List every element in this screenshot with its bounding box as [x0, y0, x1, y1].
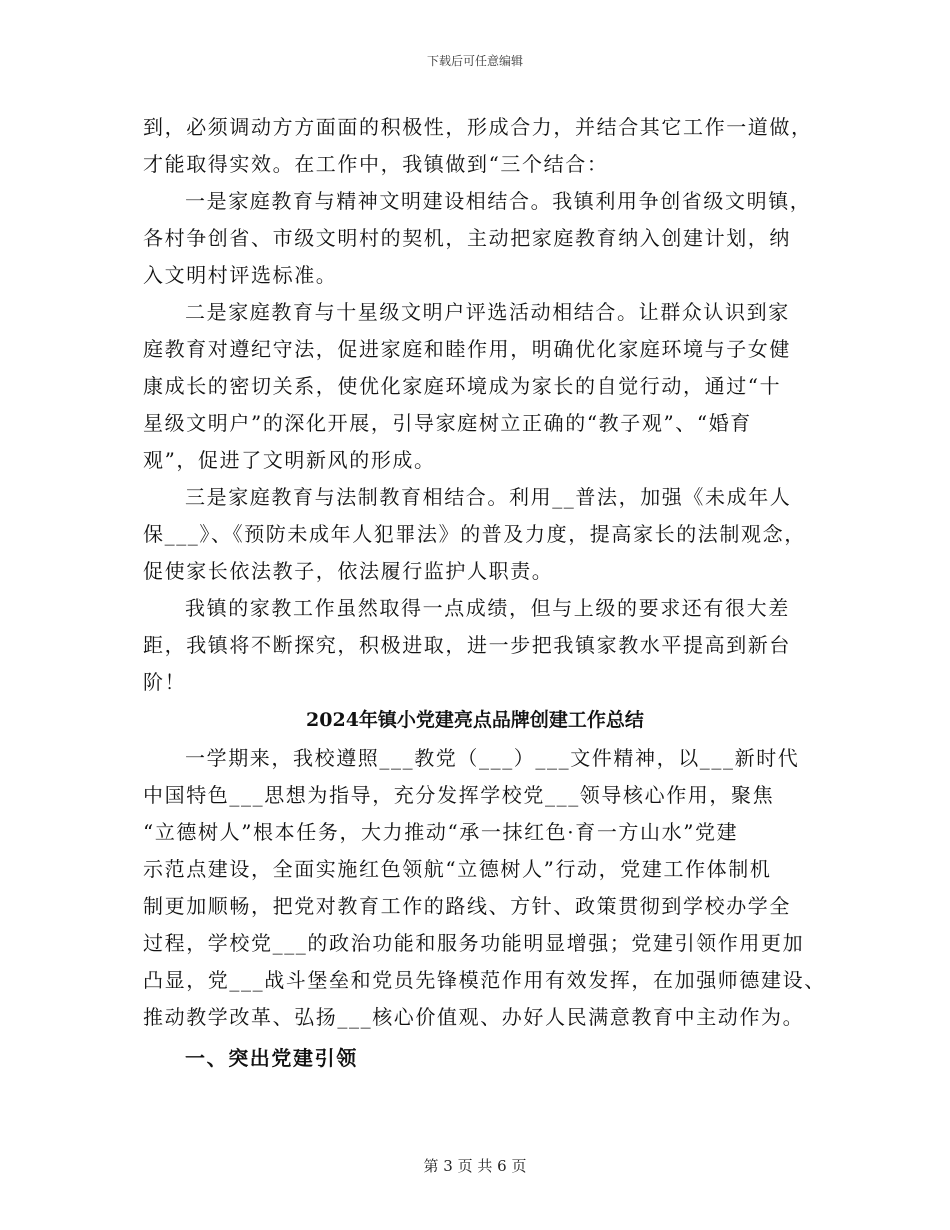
paragraph-start-line: 二是家庭教育与十星级文明户评选活动相结合。让群众认识到家	[185, 300, 790, 324]
body-line: 到，必须调动方方面面的积极性，形成合力，并结合其它工作一道做，	[143, 115, 813, 139]
body-line: 示范点建设，全面实施红色领航“立德树人”行动，党建工作体制机	[143, 857, 772, 881]
body-line: 入文明村评选标准。	[143, 263, 338, 287]
body-line: 康成长的密切关系，使优化家庭环境成为家长的自觉行动，通过“十	[143, 374, 782, 398]
body-line: 推动教学改革、弘扬___核心价值观、办好人民满意教育中主动作为。	[143, 1005, 805, 1029]
body-line: 各村争创省、市级文明村的契机，主动把家庭教育纳入创建计划，纳	[143, 226, 791, 250]
paragraph-start-line: 三是家庭教育与法制教育相结合。利用__普法，加强《未成年人	[185, 485, 792, 509]
body-line: 庭教育对遵纪守法，促进家庭和睦作用，明确优化家庭环境与子女健	[143, 337, 791, 361]
section-heading: 一、突出党建引领	[185, 1046, 358, 1070]
body-line: 阶！	[143, 670, 187, 694]
body-line: 凸显，党___战斗堡垒和党员先锋模范作用有效发挥，在加强师德建设、	[143, 968, 826, 992]
document-title: 2024年镇小党建亮点品牌创建工作总结	[306, 709, 644, 731]
header-note: 下载后可任意编辑	[426, 54, 523, 68]
body-line: 过程，学校党___的政治功能和服务功能明显增强；党建引领作用更加	[143, 931, 805, 955]
body-line: 距，我镇将不断探究，积极进取，进一步把我镇家教水平提高到新台	[143, 633, 791, 657]
paragraph-start-line: 一学期来，我校遵照___教党（___）___文件精神，以___新时代	[185, 746, 800, 770]
body-line: “立德树人”根本任务，大力推动“承一抹红色·育一方山水”党建	[143, 820, 739, 844]
paragraph-start-line: 我镇的家教工作虽然取得一点成绩，但与上级的要求还有很大差	[185, 596, 790, 620]
body-line: 中国特色___思想为指导，充分发挥学校党___领导核心作用，聚焦	[143, 783, 775, 807]
body-line: 保___》、《预防未成年人犯罪法》的普及力度，提高家长的法制观念，	[143, 522, 806, 546]
paragraph-start-line: 一是家庭教育与精神文明建设相结合。我镇利用争创省级文明镇，	[185, 189, 812, 213]
body-line: 制更加顺畅，把党对教育工作的路线、方针、政策贯彻到学校办学全	[143, 894, 791, 918]
page-footer: 第 3 页 共 6 页	[423, 1157, 527, 1175]
body-line: 星级文明户”的深化开展，引导家庭树立正确的“教子观”、“婚育	[143, 411, 752, 435]
body-line: 才能取得实效。在工作中，我镇做到“三个结合：	[143, 152, 609, 176]
body-line: 促使家长依法教子，依法履行监护人职责。	[143, 559, 554, 583]
body-line: 观”，促进了文明新风的形成。	[143, 448, 436, 472]
